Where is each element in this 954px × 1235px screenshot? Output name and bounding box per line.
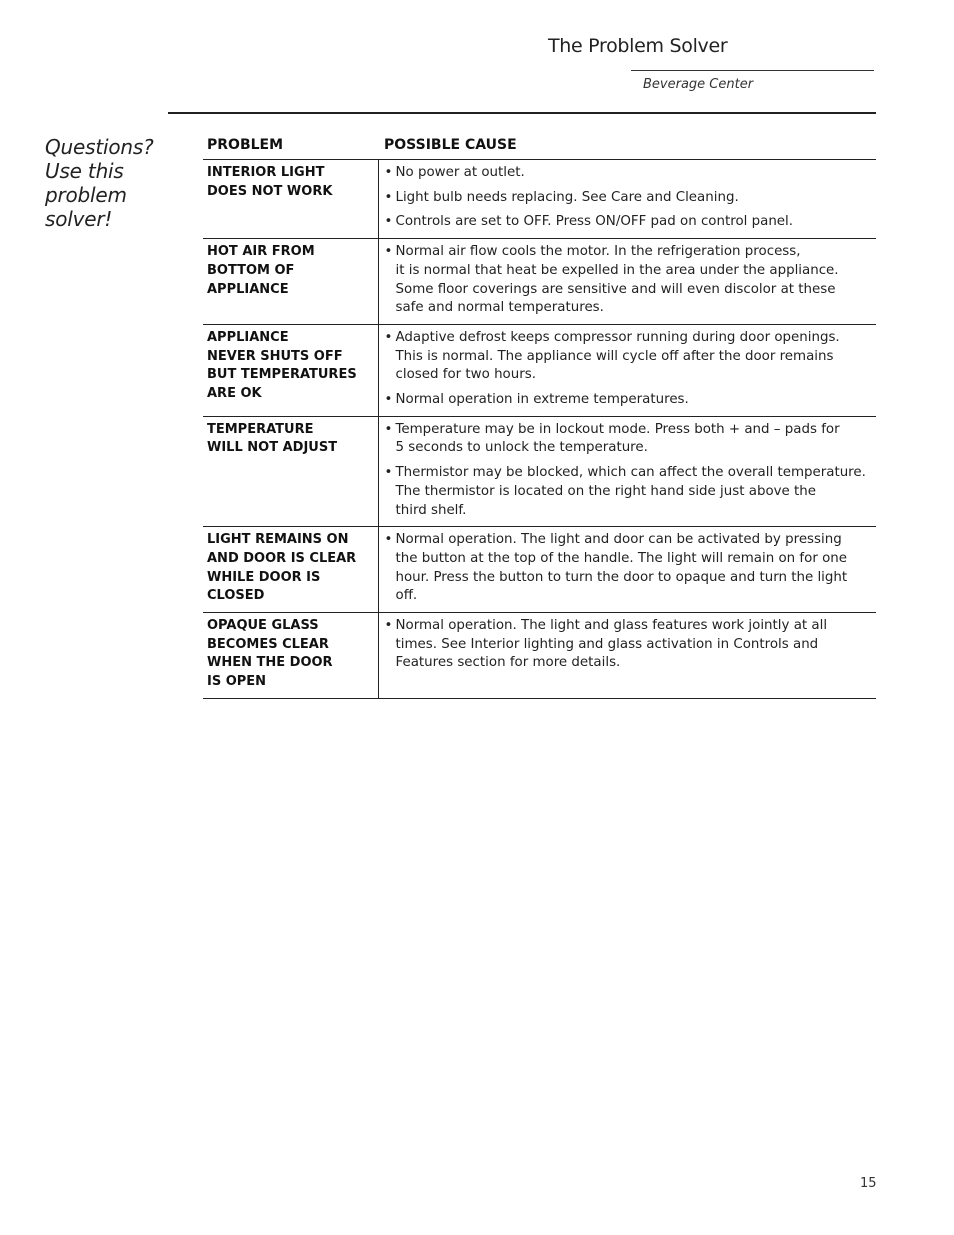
problem-text-line: BECOMES CLEAR (207, 636, 329, 652)
bullet-icon: • (384, 465, 393, 481)
side-heading (45, 135, 175, 231)
bullet-icon: • (384, 532, 393, 548)
problem-cell (203, 416, 378, 527)
side-heading-line: solver! (45, 207, 113, 231)
cause-text-line: Some floor coverings are sensitive and will even discolor at these (395, 281, 836, 297)
side-heading-line: Questions? (45, 135, 154, 159)
bullet-icon: • (384, 421, 393, 437)
cause-cell (378, 613, 876, 699)
bullet-icon: • (384, 618, 393, 634)
problem-text-line: BOTTOM OF (207, 262, 295, 278)
problem-text-line: OPAQUE GLASS (207, 618, 319, 634)
cause-text-line: Adaptive defrost keeps compressor running during door openings. (395, 329, 840, 345)
problem-text-line: TEMPERATURE (207, 421, 314, 437)
problem-text-line: HOT AIR FROM (207, 244, 315, 260)
bullet-icon: • (384, 165, 393, 180)
cause-text-line: Light bulb needs replacing. See Care and Cleaning. (395, 189, 739, 205)
problem-text-line: WILL NOT ADJUST (207, 440, 338, 456)
cause-text-line: times. See Interior lighting and glass activation in Controls and (395, 636, 819, 652)
cause-text-line: 5 seconds to unlock the temperature. (395, 440, 648, 456)
table-body (203, 160, 876, 699)
cause-text-line: Temperature may be in lockout mode. Press both + and – pads for (395, 421, 840, 437)
bullet-icon: • (384, 189, 393, 205)
bullet-icon: • (384, 244, 393, 260)
problem-text-line: BUT TEMPERATURES (207, 367, 357, 383)
problem-solver-table (203, 131, 876, 699)
page-title: The Problem Solver (548, 35, 728, 57)
problem-text-line: CLOSED (207, 588, 265, 604)
cause-text-line: the button at the top of the handle. The light will remain on for one (395, 550, 847, 566)
bullet-icon: • (384, 214, 393, 230)
problem-text-line: WHILE DOOR IS (207, 569, 321, 585)
problem-text-line: IS OPEN (207, 674, 267, 690)
cause-text-line: closed for two hours. (395, 367, 536, 383)
problem-text-line: INTERIOR LIGHT (207, 165, 325, 180)
side-heading-line: Use this (45, 159, 124, 183)
cause-text-line: Controls are set to OFF. Press ON/OFF pad on control panel. (395, 214, 794, 230)
cause-text-line: No power at outlet. (395, 165, 525, 180)
problem-text-line: AND DOOR IS CLEAR (207, 550, 357, 566)
header-divider-short (631, 70, 874, 71)
problem-cell (203, 613, 378, 699)
page-subtitle: Beverage Center (643, 77, 754, 92)
bullet-icon: • (384, 392, 393, 408)
cause-bullet (385, 189, 873, 208)
cause-bullet (385, 464, 873, 520)
problem-cell (203, 324, 378, 416)
problem-text-line: APPLIANCE (207, 281, 289, 297)
cause-text-line: Features section for more details. (395, 655, 621, 671)
table-header-row (203, 131, 876, 160)
cause-bullet (385, 164, 873, 183)
cause-text-line: The thermistor is located on the right hand side just above the (395, 483, 817, 499)
cause-text-line: hour. Press the button to turn the door to opaque and turn the light off. (395, 569, 848, 604)
column-header-problem: PROBLEM (203, 131, 378, 160)
table-row (203, 239, 876, 325)
cause-bullet (385, 531, 873, 606)
problem-text-line: DOES NOT WORK (207, 183, 333, 199)
cause-bullet (385, 617, 873, 673)
problem-text-line: NEVER SHUTS OFF (207, 348, 343, 364)
header-divider (168, 112, 876, 114)
table-row (203, 416, 876, 527)
cause-cell (378, 527, 876, 613)
table-row (203, 324, 876, 416)
cause-text-line: Normal operation in extreme temperatures. (395, 392, 689, 408)
page-number: 15 (860, 1176, 877, 1191)
problem-text-line: ARE OK (207, 386, 262, 402)
cause-text-line: Normal air flow cools the motor. In the refrigeration process, (395, 244, 801, 260)
problem-cell (203, 160, 378, 239)
cause-text-line: it is normal that heat be expelled in the area under the appliance. (395, 262, 839, 278)
cause-cell (378, 239, 876, 325)
problem-cell (203, 527, 378, 613)
table-row (203, 613, 876, 699)
problem-text-line: LIGHT REMAINS ON (207, 532, 349, 548)
cause-bullet (385, 391, 873, 410)
cause-bullet (385, 243, 873, 318)
cause-bullet (385, 213, 873, 232)
problem-cell (203, 239, 378, 325)
cause-text-line: This is normal. The appliance will cycle off after the door remains (395, 348, 834, 364)
cause-text-line: Normal operation. The light and glass features work jointly at all (395, 618, 828, 634)
cause-cell (378, 416, 876, 527)
cause-cell (378, 160, 876, 239)
cause-bullet (385, 329, 873, 385)
cause-text-line: third shelf. (395, 502, 467, 518)
cause-text-line: safe and normal temperatures. (395, 300, 604, 316)
table-row (203, 160, 876, 239)
cause-text-line: Thermistor may be blocked, which can affect the overall temperature. (395, 465, 866, 481)
bullet-icon: • (384, 329, 393, 345)
problem-text-line: APPLIANCE (207, 329, 289, 345)
cause-text-line: Normal operation. The light and door can be activated by pressing (395, 532, 842, 548)
cause-cell (378, 324, 876, 416)
problem-text-line: WHEN THE DOOR (207, 655, 333, 671)
column-header-cause: POSSIBLE CAUSE (378, 131, 876, 160)
side-heading-line: problem (45, 183, 127, 207)
cause-bullet (385, 421, 873, 458)
table-row (203, 527, 876, 613)
